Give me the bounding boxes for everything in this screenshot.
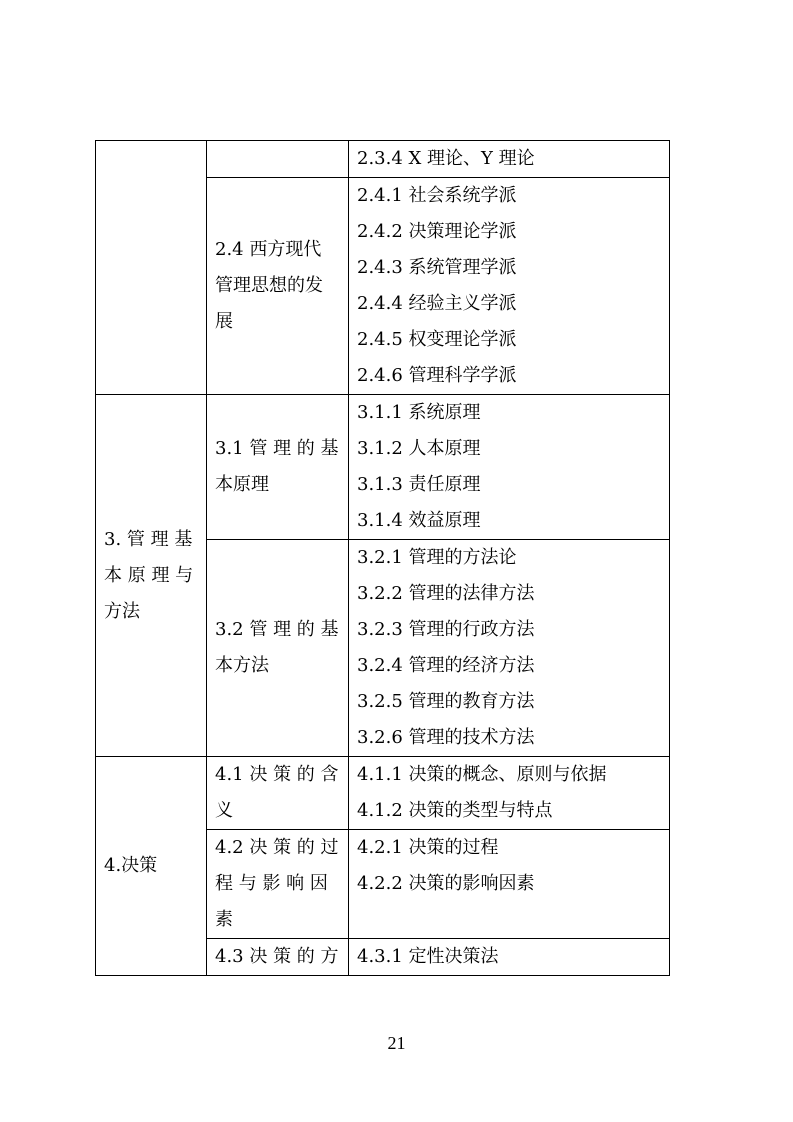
item-line: 2.4.4 经验主义学派: [357, 293, 517, 314]
subsection-cell: [207, 141, 349, 178]
item-line: 3.2.6 管理的技术方法: [357, 727, 535, 748]
item-line: 2.4.3 系统管理学派: [357, 257, 517, 278]
section-2-cell: [96, 141, 207, 395]
item-line: 3.2.3 管理的行政方法: [357, 619, 535, 640]
section-label: 3. 管 理 基本 原 理 与方法: [104, 528, 194, 622]
subsection-label: 4.2 决 策 的 过程 与 影 响 因素: [215, 837, 339, 930]
section-cell: [96, 395, 207, 757]
item-line: 2.3.4 X 理论、Y 理论: [357, 148, 535, 169]
subsection-cell: [207, 830, 349, 939]
item-line: 2.4.5 权变理论学派: [357, 329, 517, 350]
subsection-label: 2.4 西方现代管理思想的发展: [215, 239, 323, 332]
section-label: 4.决策: [104, 855, 158, 876]
items-cell: [349, 830, 670, 939]
items-cell: [349, 178, 670, 395]
item-line: 4.3.1 定性决策法: [357, 946, 499, 967]
item-line: 3.1.2 人本原理: [357, 438, 481, 459]
subsection-label: 4.1 决 策 的 含义: [215, 764, 339, 821]
table-row: [96, 757, 670, 830]
subsection-label: 3.2 管 理 的 基本方法: [215, 619, 339, 676]
item-line: 4.2.1 决策的过程: [357, 837, 499, 858]
subsection-cell: [207, 540, 349, 757]
items-cell: [349, 540, 670, 757]
item-line: 2.4.6 管理科学学派: [357, 365, 517, 386]
subsection-cell: [207, 939, 349, 976]
items-cell: [349, 141, 670, 178]
item-line: 3.2.4 管理的经济方法: [357, 655, 535, 676]
subsection-cell: [207, 757, 349, 830]
subsection-cell: [207, 395, 349, 540]
table-row: [96, 141, 670, 178]
item-line: 2.4.1 社会系统学派: [357, 185, 517, 206]
items-cell: [349, 395, 670, 540]
item-line: 2.4.2 决策理论学派: [357, 221, 517, 242]
item-line: 3.2.1 管理的方法论: [357, 547, 517, 568]
page-number: 21: [387, 1033, 406, 1053]
items-cell: [349, 939, 670, 976]
subsection-cell: [207, 178, 349, 395]
section-cell: [96, 757, 207, 976]
items-cell: [349, 757, 670, 830]
subsection-label: 4.3 决 策 的 方: [215, 946, 339, 967]
item-line: 4.2.2 决策的影响因素: [357, 873, 535, 894]
item-line: 4.1.2 决策的类型与特点: [357, 800, 553, 821]
subsection-label: 3.1 管 理 的 基本原理: [215, 438, 339, 495]
item-line: 3.2.5 管理的教育方法: [357, 691, 535, 712]
item-line: 3.1.3 责任原理: [357, 474, 481, 495]
item-line: 3.2.2 管理的法律方法: [357, 583, 535, 604]
item-line: 4.1.1 决策的概念、原则与依据: [357, 764, 607, 785]
outline-table: [95, 140, 670, 976]
item-line: 3.1.4 效益原理: [357, 510, 481, 531]
item-line: 3.1.1 系统原理: [357, 402, 481, 423]
table-row: [96, 395, 670, 540]
